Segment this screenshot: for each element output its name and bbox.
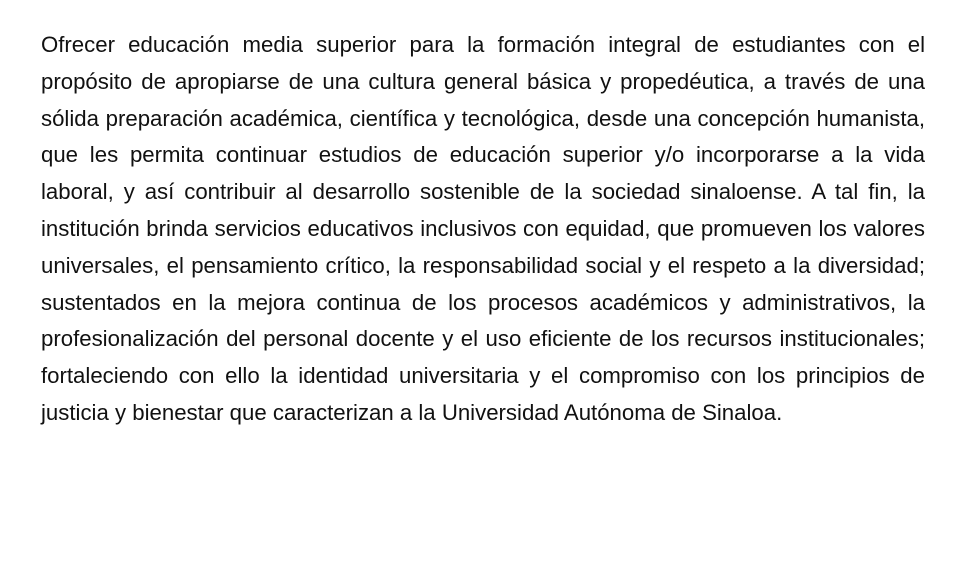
document-page bbox=[41, 27, 925, 432]
mission-paragraph: Ofrecer educación media superior para la formación integral de estudiantes con el propósito de apropiarse de una cultura general básica y propedéutica, a través de una sólida preparación académica, científica y tecnológica, desde una concepción humanista, que les permita continuar estudios de educación superior y/o incorporarse a la vida laboral, y así contribuir al desarrollo sostenible de la sociedad sinaloense. A tal fin, la institución brinda servicios educativos inclusivos con equidad, que promueven los valores universales, el pensamiento crítico, la responsabilidad social y el respeto a la diversidad; sustentados en la mejora continua de los procesos académicos y administrativos, la profesionalización del personal docente y el uso eficiente de los recursos institucionales; fortaleciendo con ello la identidad universitaria y el compromiso con los principios de justicia y bienestar que caracterizan a la Universidad Autónoma de Sinaloa. bbox=[41, 32, 925, 425]
